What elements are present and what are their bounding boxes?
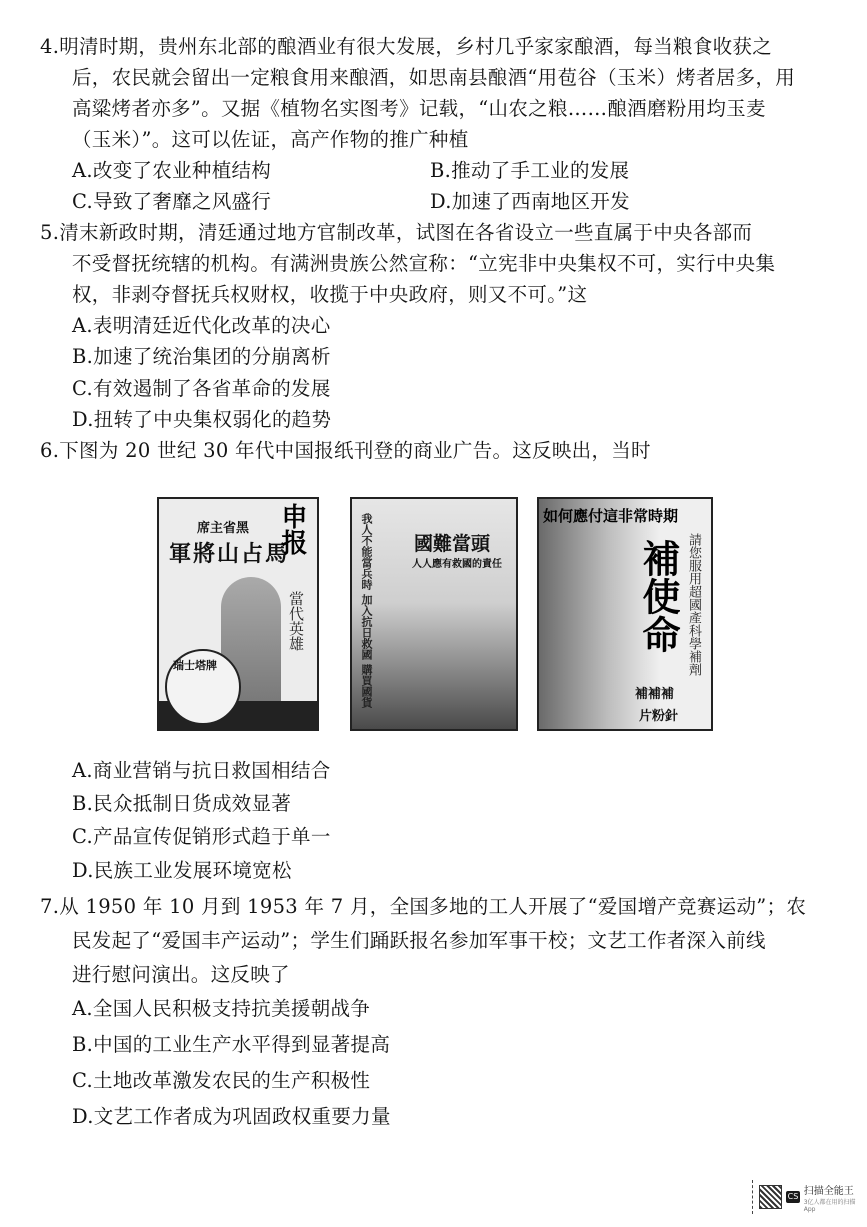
question-6-option-b (72, 789, 291, 819)
option-text: 商业营销与抗日救国相结合 (92, 759, 331, 782)
option-text: 改变了农业种植结构 (92, 159, 272, 182)
question-number: 6. (40, 439, 60, 462)
camscanner-logo-icon: CS (787, 1192, 799, 1201)
option-label: D. (72, 408, 94, 431)
advertisement-figure (157, 497, 717, 731)
question-5-line-2: 不受督抚统辖的机构。有满洲贵族公然宣称：“立宪非中央集权不可，实行中央集 (72, 252, 776, 275)
ad-3-side-text: 請您服用超國產科學補劑 (686, 533, 701, 676)
option-text: 土地改革激发农民的生产积极性 (93, 1069, 371, 1092)
watermark-text (804, 1182, 865, 1213)
option-label: B. (72, 1033, 94, 1056)
question-4-option-b (430, 156, 629, 186)
option-label: B. (430, 159, 452, 182)
option-text: 文艺工作者成为巩固政权重要力量 (93, 1105, 391, 1128)
question-7-option-d (72, 1102, 391, 1132)
question-5-option-b (72, 342, 331, 372)
option-label: A. (72, 759, 93, 782)
qr-code-icon (759, 1185, 782, 1209)
ad-1-side-caption: 當代英雄 (287, 591, 305, 651)
option-text: 加速了西南地区开发 (451, 190, 630, 213)
question-4-line-4: （玉米）”。这可以佐证，高产作物的推广种植 (72, 128, 469, 151)
question-5-line-1 (40, 218, 752, 248)
question-7-option-a (72, 994, 370, 1024)
ad-3-bottom-right: 片粉針 (639, 709, 679, 724)
question-6-option-d (72, 856, 292, 886)
option-label: D. (72, 1105, 94, 1128)
option-text: 民族工业发展环境宽松 (93, 859, 292, 882)
option-label: C. (72, 1069, 94, 1092)
option-label: D. (430, 190, 452, 213)
question-number: 7. (40, 895, 60, 918)
watermark-app-name: 扫描全能王 (803, 1185, 854, 1197)
question-6-option-c (72, 822, 331, 852)
question-5-option-c (72, 374, 331, 404)
question-6-line-1 (40, 436, 651, 466)
question-7-option-b (72, 1030, 390, 1060)
question-5-line-3: 权，非剥夺督抚兵权财权，收揽于中央政府，则又不可。”这 (72, 283, 588, 306)
option-label: D. (72, 859, 94, 882)
watermark-subtitle: 3亿人都在用的扫描App (803, 1198, 856, 1213)
question-7-line-1 (40, 892, 806, 922)
option-text: 导致了奢靡之风盛行 (93, 190, 272, 213)
ad-2-side-text: 我人不能當兵時 加入抗日救國 購買國貨 (360, 513, 373, 708)
question-6-option-a (72, 756, 331, 786)
option-text: 中国的工业生产水平得到显著提高 (93, 1033, 391, 1056)
question-text: 下图为 20 世纪 30 年代中国报纸刊登的商业广告。这反映出，当时 (59, 439, 651, 462)
option-label: A. (72, 314, 93, 337)
question-text: 明清时期，贵州东北部的酿酒业有很大发展，乡村几乎家家酿酒，每当粮食收获之 (59, 35, 773, 58)
advertisement-3 (537, 497, 713, 731)
option-label: B. (72, 345, 94, 368)
question-5-option-a (72, 311, 331, 341)
ad-3-headline: 如何應付這非常時期 (543, 507, 679, 525)
advertisement-2 (350, 497, 518, 731)
option-label: A. (72, 159, 93, 182)
ad-3-title: 補使命 (636, 539, 681, 653)
question-7-line-3: 进行慰问演出。这反映了 (72, 963, 290, 986)
question-number: 5. (40, 221, 60, 244)
option-label: C. (72, 825, 94, 848)
question-7-line-2: 民发起了“爱国丰产运动”；学生们踊跃报名参加军事干校；文艺工作者深入前线 (72, 929, 766, 952)
question-number: 4. (40, 35, 60, 58)
ad-1-headline: 軍將山占馬 (169, 541, 290, 567)
question-4-line-1 (40, 32, 772, 62)
question-7-option-c (72, 1066, 370, 1096)
option-label: C. (72, 190, 94, 213)
question-5-option-d (72, 405, 331, 435)
option-text: 扭转了中央集权弱化的趋势 (93, 408, 332, 431)
question-4-option-a (72, 156, 271, 186)
option-text: 有效遏制了各省革命的发展 (93, 377, 331, 400)
option-text: 民众抵制日货成效显著 (93, 792, 292, 815)
question-4-line-2: 后，农民就会留出一定粮食用来酿酒，如思南县酿酒“用苞谷（玉米）烤者居多，用 (72, 66, 796, 89)
option-label: B. (72, 792, 94, 815)
ad-1-top-caption: 席主省黑 (197, 521, 250, 536)
option-text: 表明清廷近代化改革的决心 (92, 314, 331, 337)
scanner-watermark (752, 1180, 865, 1214)
question-4-line-3: 高粱烤者亦多”。又据《植物名实图考》记载，“山农之粮……酿酒磨粉用均玉麦 (72, 97, 766, 120)
advertisement-1 (157, 497, 319, 731)
question-text: 清末新政时期，清廷通过地方官制改革，试图在各省设立一些直属于中央各部而 (59, 221, 753, 244)
ad-3-bottom-left: 補補補 (635, 687, 675, 702)
ad-1-badge (165, 649, 241, 725)
ad-1-badge-text: 瑞士塔牌 (173, 659, 217, 672)
question-4-option-c (72, 187, 271, 217)
option-label: C. (72, 377, 94, 400)
option-text: 全国人民积极支持抗美援朝战争 (92, 997, 371, 1020)
ad-2-headline: 國難當頭 (414, 533, 491, 555)
option-text: 产品宣传促销形式趋于单一 (93, 825, 331, 848)
question-text: 从 1950 年 10 月到 1953 年 7 月，全国多地的工人开展了“爱国增产竞赛运动”；农 (59, 895, 807, 918)
question-4-option-d (430, 187, 630, 217)
ad-1-masthead: 申报 (277, 503, 307, 555)
ad-2-subhead: 人人應有救國的責任 (412, 559, 502, 570)
option-label: A. (72, 997, 93, 1020)
option-text: 加速了统治集团的分崩离析 (93, 345, 331, 368)
option-text: 推动了手工业的发展 (451, 159, 630, 182)
